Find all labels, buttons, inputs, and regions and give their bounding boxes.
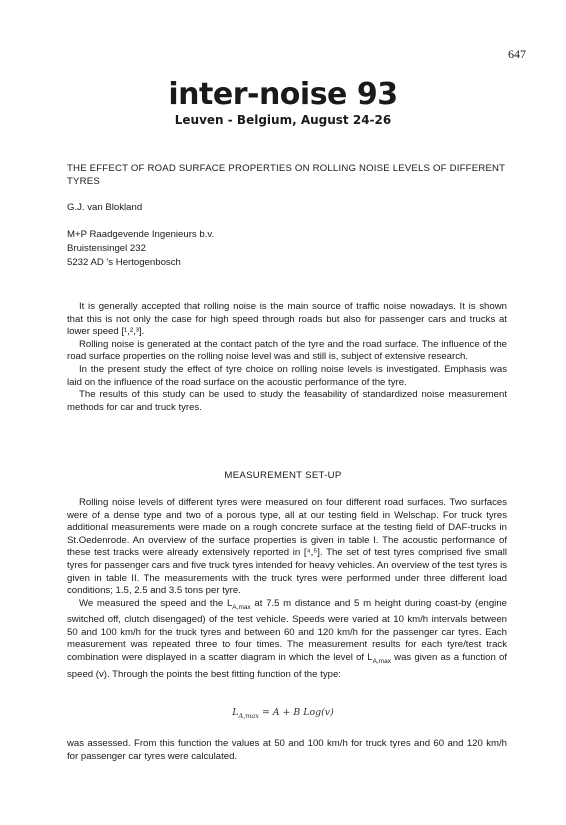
affiliation-line: 5232 AD 's Hertogenbosch	[67, 257, 181, 268]
paragraph: In the present study the effect of tyre choice on rolling noise levels is investigated. Emphasis was laid on the influence of the road surface on the acoustic performance of the tyre.	[67, 363, 507, 388]
text-run: We measured the speed and the L	[79, 597, 233, 609]
formula-rest: = A + B Log(v)	[258, 707, 334, 718]
closing-section	[67, 738, 507, 763]
text-run: was given as a function of speed (v). Through the points the best fitting function of the type:	[67, 652, 507, 680]
formula	[0, 707, 566, 720]
conference-location: Leuven - Belgium, August 24-26	[174, 113, 392, 127]
paragraph: The results of this study can be used to study the feasability of standardized noise measurement methods for car and truck tyres.	[67, 389, 507, 413]
paragraph: It is generally accepted that rolling noise is the main source of traffic noise nowadays. It is shown that this is not only the case for high speed through roads but also for passenger cars and trucks at lower speed [¹,²,³].	[67, 301, 507, 338]
subscript: A,max	[372, 657, 391, 665]
subscript: A,max	[238, 711, 259, 720]
paragraph: Rolling noise levels of different tyres were measured on four different road surfaces. Two surfaces were of a dense type and two of a porous type, all at our testing field in Welschap. For truck tyres additional measurements were made on a rough concrete surface at the testing field of DAF-trucks in St.Oedenrode. An overview of the surface properties is given in table I. The acoustic performance of these test tracks were already extensively reported in [⁴,⁵]. The set of test tyres comprised five small tyres for passenger cars and five truck tyres intended for heavy vehicles. An overview of the test tyres is given in table II. The measurements with the truck tyres were performed under three different load conditions; 1.5, 2.5 and 3.5 tons per tyre.	[67, 497, 507, 597]
paragraph: Rolling noise is generated at the contact patch of the tyre and the road surface. The influence of the road surface properties on the rolling noise level was and still is, subject of extensive research.	[67, 338, 507, 363]
text-run: at 7.5 m distance and 5 m height during coast-by (engine switched off, clutch disengaged) of the test vehicle. Speeds were varied at 10 km/h intervals between 50 and 100 km/h for the truck tyres and between 60 and 120 km/h for the passenger car tyres. Each measurement was repeated three to four times. The measurement results for each tyre/test track combination were displayed in a scatter diagram in which the level of L	[67, 597, 507, 664]
affiliation-line: Bruistensingel 232	[67, 243, 146, 254]
conference-logo: inter-noise 93	[168, 77, 398, 112]
affiliation-line: M+P Raadgevende Ingenieurs b.v.	[67, 229, 215, 240]
paragraph	[67, 598, 507, 681]
paper-title: THE EFFECT OF ROAD SURFACE PROPERTIES ON ROLLING NOISE LEVELS OF DIFFERENT TYRES	[67, 163, 506, 187]
setup-section	[67, 497, 507, 681]
author: G.J. van Blokland	[67, 202, 143, 213]
affiliation	[67, 229, 507, 271]
section-heading: MEASUREMENT SET-UP	[224, 470, 342, 481]
intro-section	[67, 301, 507, 414]
formula-var: L	[232, 707, 239, 718]
subscript: A,max	[232, 603, 251, 611]
page-number: 647	[508, 47, 526, 61]
paragraph: was assessed. From this function the values at 50 and 100 km/h for truck tyres and 60 and 120 km/h for passenger car tyres were calculated.	[67, 738, 507, 762]
